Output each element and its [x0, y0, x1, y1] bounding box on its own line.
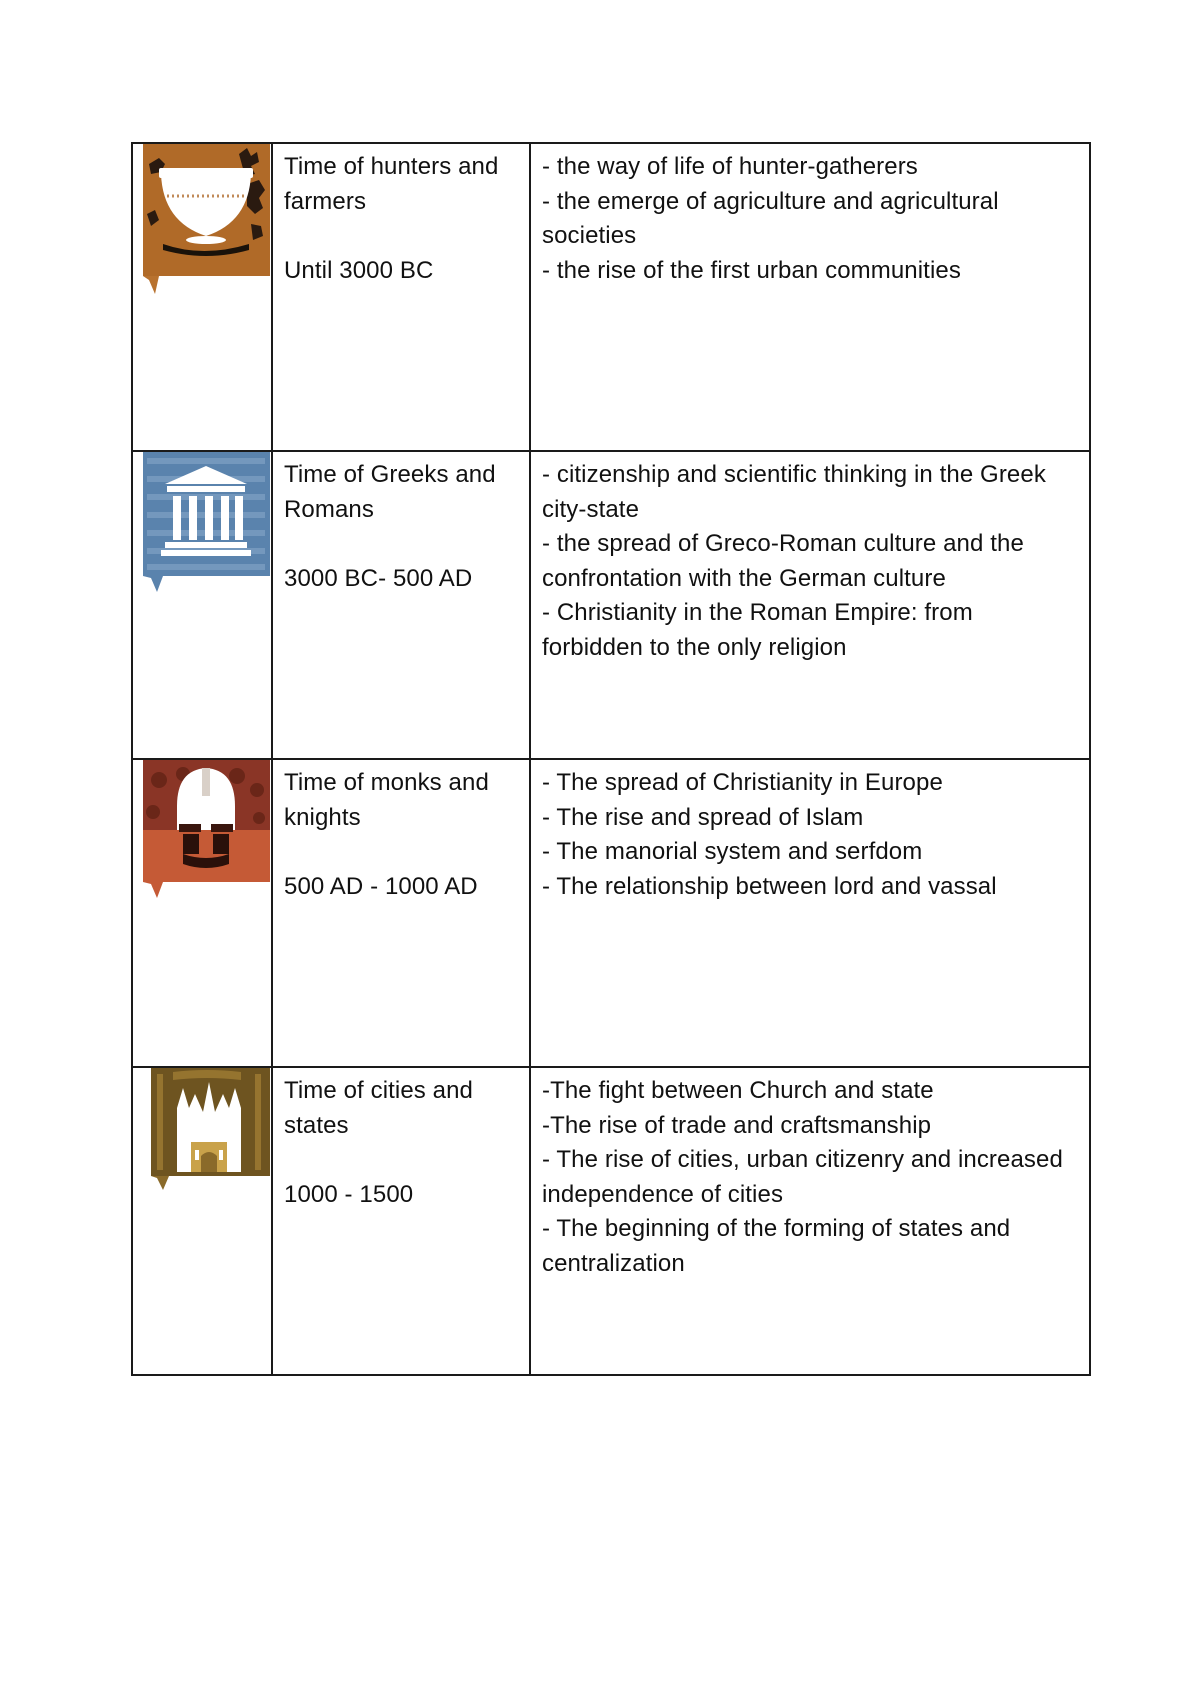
era-name: Time of hunters and farmers — [284, 153, 499, 215]
topics-list — [542, 766, 1079, 904]
topics-list — [542, 1074, 1079, 1281]
topic-item: - the spread of Greco-Roman culture and the confrontation with the German culture — [542, 530, 1024, 592]
topic-item: - The spread of Christianity in Europe — [542, 769, 943, 796]
era-topics-cell — [530, 759, 1090, 1067]
era-name: Time of cities and states — [284, 1077, 473, 1139]
topics-list — [542, 458, 1079, 665]
topic-item: - The relationship between lord and vassal — [542, 872, 997, 900]
era-title-cell — [272, 143, 530, 451]
era-row — [132, 143, 1090, 451]
era-dates: Until 3000 BC — [284, 256, 434, 284]
topics-list — [542, 150, 1079, 288]
greek-temple-icon — [143, 452, 270, 594]
history-eras-table — [131, 142, 1091, 1376]
era-title-cell — [272, 759, 530, 1067]
topic-item: -The rise of trade and craftsmanship — [542, 1111, 932, 1139]
topic-item: - citizenship and scientific thinking in the Greek city-state — [542, 461, 1046, 523]
era-row — [132, 451, 1090, 759]
era-icon-cell — [132, 759, 272, 1067]
topic-item: -The fight between Church and state — [542, 1077, 934, 1104]
era-topics-cell — [530, 451, 1090, 759]
topic-item: - The rise of cities, urban citizenry and increased independence of cities — [542, 1146, 1063, 1208]
era-dates: 500 AD - 1000 AD — [284, 872, 478, 900]
era-icon-cell — [132, 451, 272, 759]
era-row — [132, 759, 1090, 1067]
era-title-cell — [272, 451, 530, 759]
topic-item: - The manorial system and serfdom — [542, 838, 923, 865]
era-title-cell — [272, 1067, 530, 1375]
era-topics-cell — [530, 1067, 1090, 1375]
era-dates: 1000 - 1500 — [284, 1180, 414, 1208]
topic-item: - The rise and spread of Islam — [542, 803, 864, 831]
era-name: Time of monks and knights — [284, 769, 489, 831]
pottery-bowl-icon — [143, 144, 270, 296]
era-dates: 3000 BC- 500 AD — [284, 564, 473, 592]
era-icon-cell — [132, 1067, 272, 1375]
topic-item: - the way of life of hunter-gatherers — [542, 153, 918, 180]
topic-item: - the emerge of agriculture and agricultural societies — [542, 187, 999, 249]
topic-item: - Christianity in the Roman Empire: from forbidden to the only religion — [542, 599, 973, 661]
topic-item: - the rise of the first urban communities — [542, 256, 961, 284]
era-row — [132, 1067, 1090, 1375]
era-name: Time of Greeks and Romans — [284, 461, 496, 523]
era-topics-cell — [530, 143, 1090, 451]
city-gate-icon — [143, 1068, 270, 1194]
topic-item: - The beginning of the forming of states and centralization — [542, 1215, 1011, 1277]
era-icon-cell — [132, 143, 272, 451]
knight-helmet-icon — [143, 760, 270, 902]
